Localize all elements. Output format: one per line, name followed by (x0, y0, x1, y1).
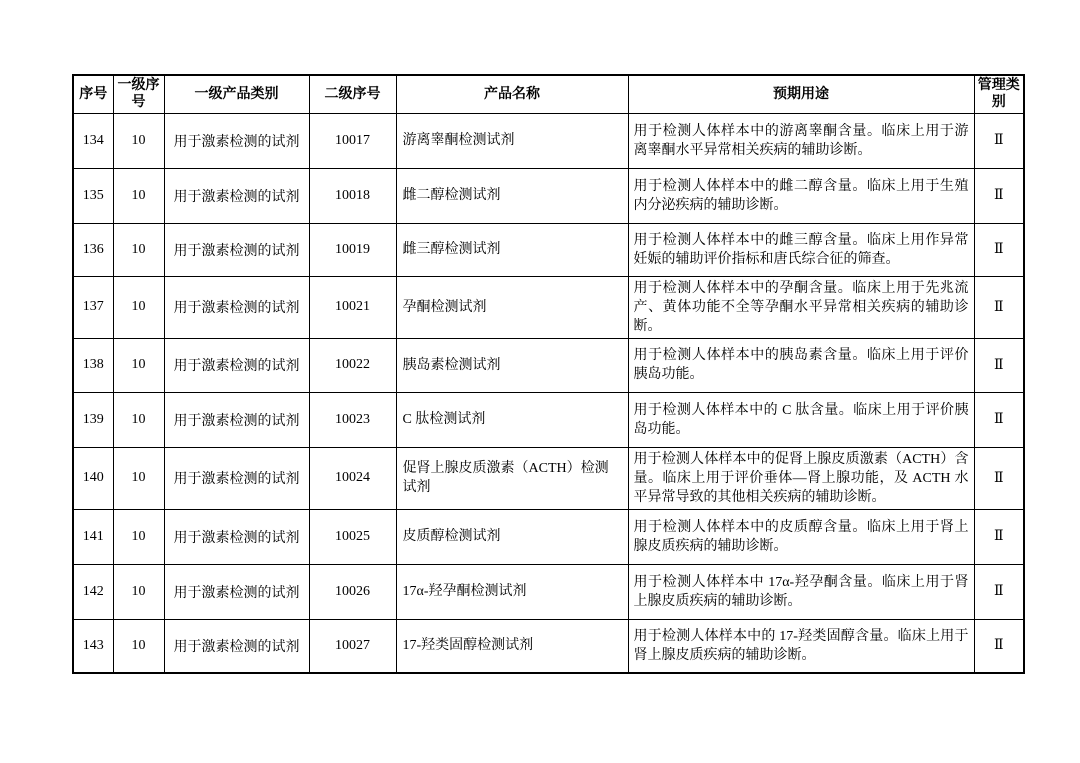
cell-level1-no: 10 (113, 509, 164, 564)
cell-intended-use: 用于检测人体样本中的胰岛素含量。临床上用于评价胰岛功能。 (628, 338, 974, 392)
cell-product-name: 雌二醇检测试剂 (396, 168, 628, 223)
cell-mgmt-class: Ⅱ (974, 392, 1024, 447)
cell-seq: 140 (73, 447, 113, 509)
cell-mgmt-class: Ⅱ (974, 509, 1024, 564)
cell-seq: 135 (73, 168, 113, 223)
cell-seq: 137 (73, 276, 113, 338)
cell-level1-category: 用于激素检测的试剂 (164, 223, 309, 276)
cell-mgmt-class: Ⅱ (974, 168, 1024, 223)
header-mgmt-class: 管理类别 (974, 75, 1024, 113)
table-row (73, 223, 1024, 276)
cell-level1-no: 10 (113, 223, 164, 276)
cell-intended-use: 用于检测人体样本中的雌三醇含量。临床上用作异常妊娠的辅助评价指标和唐氏综合征的筛查。 (628, 223, 974, 276)
cell-level1-category: 用于激素检测的试剂 (164, 276, 309, 338)
cell-seq: 136 (73, 223, 113, 276)
cell-seq: 141 (73, 509, 113, 564)
cell-level1-category: 用于激素检测的试剂 (164, 564, 309, 619)
cell-mgmt-class: Ⅱ (974, 338, 1024, 392)
header-level1-no: 一级序号 (113, 75, 164, 113)
cell-intended-use: 用于检测人体样本中 17α-羟孕酮含量。临床上用于肾上腺皮质疾病的辅助诊断。 (628, 564, 974, 619)
cell-seq: 142 (73, 564, 113, 619)
cell-level2-no: 10018 (309, 168, 396, 223)
cell-level1-no: 10 (113, 113, 164, 168)
cell-mgmt-class: Ⅱ (974, 276, 1024, 338)
cell-level2-no: 10026 (309, 564, 396, 619)
table-row (73, 447, 1024, 509)
cell-intended-use: 用于检测人体样本中的孕酮含量。临床上用于先兆流产、黄体功能不全等孕酮水平异常相关疾病的辅助诊断。 (628, 276, 974, 338)
cell-intended-use: 用于检测人体样本中的雌二醇含量。临床上用于生殖内分泌疾病的辅助诊断。 (628, 168, 974, 223)
cell-level2-no: 10019 (309, 223, 396, 276)
product-classification-table (72, 74, 1025, 674)
cell-level2-no: 10021 (309, 276, 396, 338)
cell-level1-category: 用于激素检测的试剂 (164, 168, 309, 223)
cell-product-name: 皮质醇检测试剂 (396, 509, 628, 564)
cell-product-name: 促肾上腺皮质激素（ACTH）检测试剂 (396, 447, 628, 509)
table-row (73, 276, 1024, 338)
table-row (73, 564, 1024, 619)
header-product-name: 产品名称 (396, 75, 628, 113)
cell-level1-category: 用于激素检测的试剂 (164, 619, 309, 673)
table-row (73, 392, 1024, 447)
cell-product-name: 游离睾酮检测试剂 (396, 113, 628, 168)
cell-level1-category: 用于激素检测的试剂 (164, 338, 309, 392)
cell-level1-no: 10 (113, 564, 164, 619)
cell-level1-no: 10 (113, 338, 164, 392)
cell-product-name: C 肽检测试剂 (396, 392, 628, 447)
cell-level1-category: 用于激素检测的试剂 (164, 392, 309, 447)
cell-level1-category: 用于激素检测的试剂 (164, 509, 309, 564)
cell-product-name: 雌三醇检测试剂 (396, 223, 628, 276)
header-seq: 序号 (73, 75, 113, 113)
table-body (73, 113, 1024, 673)
cell-level1-no: 10 (113, 168, 164, 223)
cell-level1-category: 用于激素检测的试剂 (164, 447, 309, 509)
cell-seq: 143 (73, 619, 113, 673)
cell-level2-no: 10023 (309, 392, 396, 447)
table-row (73, 619, 1024, 673)
cell-seq: 139 (73, 392, 113, 447)
cell-seq: 134 (73, 113, 113, 168)
table-row (73, 168, 1024, 223)
cell-mgmt-class: Ⅱ (974, 564, 1024, 619)
cell-mgmt-class: Ⅱ (974, 223, 1024, 276)
table-row (73, 113, 1024, 168)
cell-product-name: 17-羟类固醇检测试剂 (396, 619, 628, 673)
cell-level1-category: 用于激素检测的试剂 (164, 113, 309, 168)
cell-level1-no: 10 (113, 392, 164, 447)
cell-product-name: 17α-羟孕酮检测试剂 (396, 564, 628, 619)
table-row (73, 509, 1024, 564)
cell-level2-no: 10022 (309, 338, 396, 392)
cell-level2-no: 10027 (309, 619, 396, 673)
cell-seq: 138 (73, 338, 113, 392)
cell-intended-use: 用于检测人体样本中的游离睾酮含量。临床上用于游离睾酮水平异常相关疾病的辅助诊断。 (628, 113, 974, 168)
cell-mgmt-class: Ⅱ (974, 447, 1024, 509)
header-level2-no: 二级序号 (309, 75, 396, 113)
cell-intended-use: 用于检测人体样本中的促肾上腺皮质激素（ACTH）含量。临床上用于评价垂体—肾上腺功能，及 ACTH 水平异常导致的其他相关疾病的辅助诊断。 (628, 447, 974, 509)
cell-level1-no: 10 (113, 619, 164, 673)
cell-mgmt-class: Ⅱ (974, 113, 1024, 168)
cell-intended-use: 用于检测人体样本中的皮质醇含量。临床上用于肾上腺皮质疾病的辅助诊断。 (628, 509, 974, 564)
header-intended-use: 预期用途 (628, 75, 974, 113)
cell-product-name: 胰岛素检测试剂 (396, 338, 628, 392)
cell-intended-use: 用于检测人体样本中的 17-羟类固醇含量。临床上用于肾上腺皮质疾病的辅助诊断。 (628, 619, 974, 673)
header-level1-category: 一级产品类别 (164, 75, 309, 113)
cell-product-name: 孕酮检测试剂 (396, 276, 628, 338)
cell-mgmt-class: Ⅱ (974, 619, 1024, 673)
cell-level1-no: 10 (113, 276, 164, 338)
cell-intended-use: 用于检测人体样本中的 C 肽含量。临床上用于评价胰岛功能。 (628, 392, 974, 447)
table-row (73, 338, 1024, 392)
table-header-row (73, 75, 1024, 113)
cell-level2-no: 10025 (309, 509, 396, 564)
cell-level2-no: 10017 (309, 113, 396, 168)
cell-level1-no: 10 (113, 447, 164, 509)
cell-level2-no: 10024 (309, 447, 396, 509)
